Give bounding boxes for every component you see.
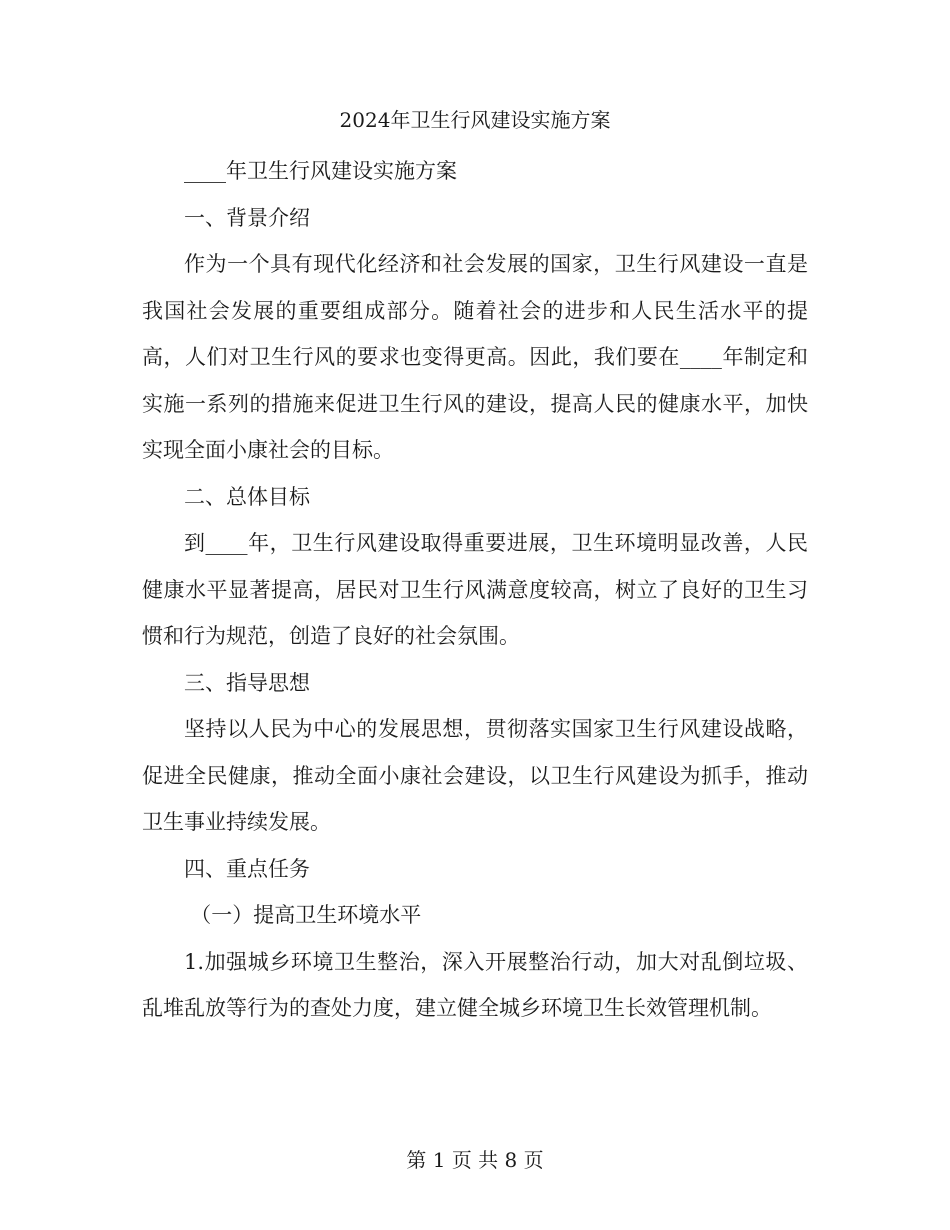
section-heading-background: 一、背景介绍 — [184, 205, 310, 230]
overall-goal-paragraph: 到____年，卫生行风建设取得重要进展，卫生环境明显改善，人民健康水平显著提高，居民对卫生行风满意度较高，树立了良好的卫生习惯和行为规范，创造了良好的社会氛围。 — [142, 531, 808, 648]
task-item-paragraph: 1.加强城乡环境卫生整治，深入开展整治行动，加大对乱倒垃圾、乱堆乱放等行为的查处力度，建立健全城乡环境卫生长效管理机制。 — [142, 949, 808, 1020]
background-paragraph: 作为一个具有现代化经济和社会发展的国家，卫生行风建设一直是我国社会发展的重要组成部分。随着社会的进步和人民生活水平的提高，人们对卫生行风的要求也变得更高。因此，我们要在____年制定和实施一系列的措施来促进卫生行风的建设，提高人民的健康水平，加快实现全面小康社会的目标。 — [142, 252, 808, 462]
document-title: 2024年卫生行风建设实施方案 — [339, 108, 611, 132]
page-number-footer: 第 1 页 共 8 页 — [406, 1148, 544, 1172]
section-heading-guiding-idea: 三、指导思想 — [184, 670, 310, 695]
subsection-heading-environment: （一）提高卫生环境水平 — [190, 903, 422, 927]
subtitle-paragraph: ____年卫生行风建设实施方案 — [184, 159, 457, 183]
guiding-idea-paragraph: 坚持以人民为中心的发展思想，贯彻落实国家卫生行风建设战略，促进全民健康，推动全面小康社会建设，以卫生行风建设为抓手，推动卫生事业持续发展。 — [142, 717, 808, 834]
section-heading-key-tasks: 四、重点任务 — [184, 856, 310, 881]
document-body — [142, 148, 808, 1032]
section-heading-overall-goal: 二、总体目标 — [184, 484, 310, 509]
